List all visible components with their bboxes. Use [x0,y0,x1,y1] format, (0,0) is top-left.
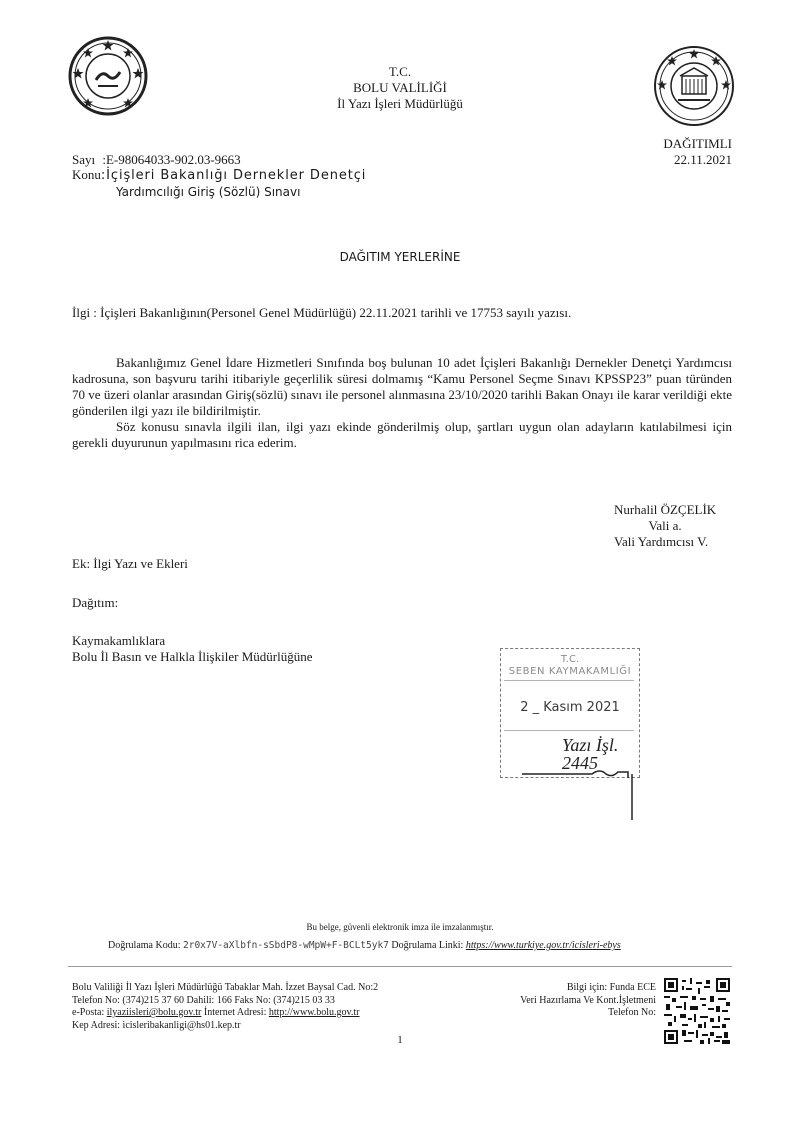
republic-seal-icon [652,44,736,128]
stamp-handwriting-line: Yazı İşl. [562,735,619,755]
sayi-value: :E-98064033-902.03-9663 [102,152,241,167]
stamp-tc: T.C. [560,654,580,665]
stamp-date: 2 _ Kasım 2021 [520,700,620,715]
body-paragraph-1: Bakanlığımız Genel İdare Hizmetleri Sınıfında boş bulunan 10 adet İçişleri Bakanlığı Dernekler Denetçi Yardımcısı kadrosuna, son başvuru tarihi itibariyle geçerlilik süresi dolmamış “Kamu Personel Seçme Sınavı KPSSP23” puan türünden 70 ve üzeri olanlar arasından Giriş(sözlü) sınavı ile personel alınmasına 23/10/2020 tarihli Bakan Onayı ile karar verildiği ekte gönderilen ilgi yazı ile bildirilmiştir. [72,355,732,418]
stamp-divider [504,730,634,731]
header-department: İl Yazı İşleri Müdürlüğü [337,96,463,111]
stamp-divider [504,680,634,681]
reference-number [72,152,241,168]
footer-divider [68,966,732,967]
e-signature-note: Bu belge, güvenli elektronik imza ile imzalanmıştır. [306,922,494,932]
distribution-mark [663,136,732,168]
konu-label: Konu [72,167,101,182]
footer-contact [72,982,378,1032]
ilgi-reference: İlgi : İçişleri Bakanlığının(Personel Genel Müdürlüğü) 22.11.2021 tarihli ve 17753 sayılı yazısı. [72,305,572,320]
verification-link[interactable]: https://www.turkiye.gov.tr/icisleri-ebys [465,940,621,951]
addressee: DAĞITIM YERLERİNE [339,250,461,264]
internet-label: İnternet Adresi: [203,1007,267,1018]
konu-line1: :İçişleri Bakanlığı Dernekler Denetçi [100,168,367,183]
verification-label: Doğrulama Kodu: [108,940,181,951]
recipient-list [72,633,312,665]
verification-line [108,940,621,951]
stamp-handwriting-line: 2445 [562,753,598,773]
signatory-title-2: Vali Yardımcısı V. [614,534,709,549]
attachments: Ek: İlgi Yazı ve Ekleri [72,556,188,571]
verification-link-label: Doğrulama Linki: [391,940,464,951]
konu-line2: Yardımcılığı Giriş (Sözlü) Sınavı [116,185,301,199]
distribution-heading: Dağıtım: [72,595,119,610]
footer-kep: Kep Adresi: icisleribakanligi@hs01.kep.tr [72,1019,241,1031]
info-contact: Bilgi için: Funda ECE [566,982,656,993]
signatory-title-1: Vali a. [648,518,682,533]
stamp-office: SEBEN KAYMAKAMLIĞI [508,666,632,677]
footer-email-web [72,1007,378,1020]
internet-link[interactable]: http://www.bolu.gov.tr [268,1007,360,1018]
info-role: Veri Hazırlama Ve Kont.İşletmeni [520,994,656,1006]
info-phone: Telefon No: [608,1007,656,1018]
header-governorship: BOLU VALİLİĞİ [353,80,447,95]
page-number: 1 [397,1034,403,1046]
body-paragraph-2: Söz konusu sınavla ilgili ilan, ilgi yazı ekinde gönderilmiş olup, şartları uygun olan adayların katılabilmesi için gerekli duyurunun yapılmasını rica ederim. [72,419,732,450]
footer-info [520,982,656,1020]
footer-address: Bolu Valiliği İl Yazı İşleri Müdürlüğü Tabaklar Mah. İzzet Baysal Cad. No:2 [72,982,379,993]
signatory-name: Nurhalil ÖZÇELİK [614,502,717,517]
verification-code: 2r0x7V-aXlbfn-sSbdP8-wMpW+F-BCLt5yk7 [183,940,389,951]
footer-phone: Telefon No: (374)215 37 60 Dahili: 166 Faks No: (374)215 03 33 [72,994,335,1006]
recipient-item: Kaymakamlıklara [72,633,166,648]
distribution-label: DAĞITIMLI [663,136,732,151]
header-country: T.C. [388,64,412,79]
eposta-label: e-Posta: [72,1007,105,1018]
eposta-link[interactable]: ilyaziisleri@bolu.gov.tr [106,1007,202,1018]
subject [72,167,366,200]
sayi-label: Sayı [72,152,96,167]
receipt-stamp [500,648,640,780]
stamp-signature-stroke [622,774,642,822]
recipient-item: Bolu İl Basın ve Halkla İlişkiler Müdürlüğüne [72,649,313,664]
letter-body [72,355,732,451]
distribution-date: 22.11.2021 [673,152,732,167]
signature-block [614,502,716,550]
